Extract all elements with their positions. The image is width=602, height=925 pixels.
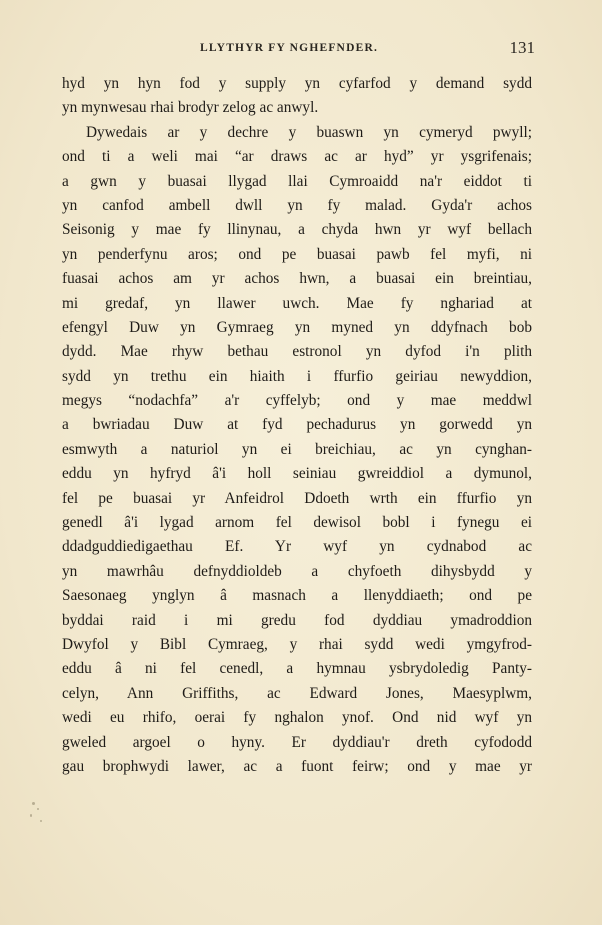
text-line: Seisonig y mae fy llinynau, a chyda hwn yr wyf bellach xyxy=(62,221,532,239)
text-line: byddai raid i mi gredu fod dyddiau ymadroddion xyxy=(62,611,532,629)
text-line: genedl â'i lygad arnom fel dewisol bobl i fynegu ei xyxy=(62,514,532,532)
text-line: esmwyth a naturiol yn ei breichiau, ac yn cynghan- xyxy=(62,440,532,458)
text-line: gweled argoel o hyny. Er dyddiau'r dreth cyfododd xyxy=(62,733,532,751)
text-line: Dywedais ar y dechre y buaswn yn cymeryd pwyll; xyxy=(86,123,532,141)
text-line: yn mawrhâu defnyddioldeb a chyfoeth dihysbydd y xyxy=(62,562,532,580)
text-line: celyn, Ann Griffiths, ac Edward Jones, Maesyplwm, xyxy=(62,684,532,702)
text-line: yn canfod ambell dwll yn fy malad. Gyda'r achos xyxy=(62,196,532,214)
text-line: yn mynwesau rhai brodyr zelog ac anwyl. xyxy=(62,99,319,117)
text-line: a bwriadau Duw at fyd pechadurus yn gorwedd yn xyxy=(62,416,532,434)
text-line: fel pe buasai yr Anfeidrol Ddoeth wrth ein ffurfio yn xyxy=(62,489,532,507)
running-title: LLYTHYR FY NGHEFNDER. xyxy=(200,42,379,54)
paper-specks xyxy=(28,800,48,830)
text-line: fuasai achos am yr achos hwn, a buasai ein breintiau, xyxy=(62,270,532,288)
text-line: megys “nodachfa” a'r cyffelyb; ond y mae meddwl xyxy=(62,392,532,410)
text-line: ond ti a weli mai “ar draws ac ar hyd” yr ysgrifenais; xyxy=(62,148,532,166)
text-line: eddu â ni fel cenedl, a hymnau ysbrydoledig Panty- xyxy=(62,660,532,678)
text-line: efengyl Duw yn Gymraeg yn myned yn ddyfnach bob xyxy=(62,318,532,336)
text-line: eddu yn hyfryd â'i holl seiniau gwreiddiol a dymunol, xyxy=(62,465,532,483)
text-line: mi gredaf, yn llawer uwch. Mae fy nghariad at xyxy=(62,294,532,312)
text-line: a gwn y buasai llygad llai Cymroaidd na'r eiddot ti xyxy=(62,172,532,190)
text-line: yn penderfynu aros; ond pe buasai pawb fel myfi, ni xyxy=(62,245,532,263)
body-text xyxy=(62,72,532,779)
text-line: ddadguddiedigaethau Ef. Yr wyf yn cydnabod ac xyxy=(62,538,532,556)
text-line: Dwyfol y Bibl Cymraeg, y rhai sydd wedi ymgyfrod- xyxy=(62,635,532,653)
text-line: wedi eu rhifo, oerai fy nghalon ynof. Ond nid wyf yn xyxy=(62,709,532,727)
text-line: gau brophwydi lawer, ac a fuont feirw; ond y mae yr xyxy=(62,757,532,775)
text-line: dydd. Mae rhyw bethau estronol yn dyfod i'n plith xyxy=(62,343,532,361)
text-line: sydd yn trethu ein hiaith i ffurfio geiriau newyddion, xyxy=(62,367,532,385)
text-line: hyd yn hyn fod y supply yn cyfarfod y demand sydd xyxy=(62,75,532,92)
running-head xyxy=(60,38,535,58)
text-line: Saesonaeg ynglyn â masnach a llenyddiaeth; ond pe xyxy=(62,587,532,605)
page-number: 131 xyxy=(509,38,535,57)
